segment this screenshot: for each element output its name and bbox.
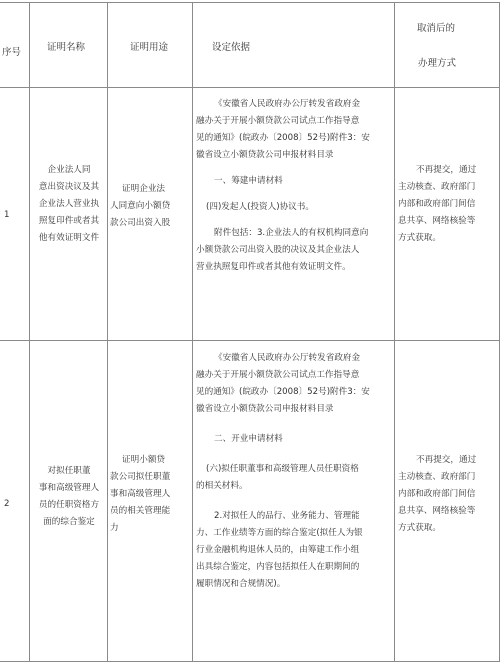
header-name: 证明名称 xyxy=(47,42,86,53)
row1-no: 1 xyxy=(4,210,10,220)
row2-after-line: 不再提交，通过 xyxy=(416,455,477,465)
row1-name-line: 他有效证明文件 xyxy=(38,233,100,243)
row2-use-line: 证明小额贷 xyxy=(122,455,166,465)
row1-use-line: 人同意向小额贷 xyxy=(110,201,171,211)
row2-basis-line: 出具综合鉴定，内容包括拟任人在职期间的 xyxy=(196,562,360,572)
row1-use-line: 款公司出资入股 xyxy=(110,218,171,228)
row1-basis-line: 见的通知》(皖政办〔2008〕52号)附件3：安 xyxy=(196,133,370,143)
row2-basis xyxy=(196,350,394,593)
row1-basis-line: 附件包括：3.企业法人的有权机构同意向 xyxy=(214,228,369,238)
row1-basis-line: 徽省设立小额贷款公司申报材料目录 xyxy=(196,150,334,160)
row2-no: 2 xyxy=(4,499,10,509)
row1-after-line: 方式获取。 xyxy=(398,233,441,243)
row1-after-line: 息共享、网络核验等 xyxy=(398,216,476,226)
row2-basis-line: 见的通知》(皖政办〔2008〕52号)附件3：安 xyxy=(196,387,370,397)
row1-use-line: 证明企业法 xyxy=(122,184,166,194)
row2-basis-line: 2.对拟任人的品行、业务能力、管理能 xyxy=(214,511,360,521)
row2-after-line: 息共享、网络核验等 xyxy=(398,506,476,516)
row1-after-line: 内部和政府部门间信 xyxy=(398,199,476,209)
row2-after-line: 内部和政府部门间信 xyxy=(398,489,476,499)
row2-name-line: 对拟任职董 xyxy=(47,466,91,476)
row2-basis-line xyxy=(196,448,394,461)
row2-name-line: 事和高级管理人 xyxy=(38,483,100,493)
row2-basis-line: 的相关材料。 xyxy=(196,481,248,491)
row1-basis-line: 营业执照复印件或者其他有效证明文件。 xyxy=(196,262,351,272)
header-bottom-line xyxy=(0,87,500,88)
row1-name-line: 企业法人营业执 xyxy=(38,199,100,209)
row1-basis-line: (四)发起人(投资人)协议书。 xyxy=(206,202,314,212)
row2-name-line: 面的综合鉴定 xyxy=(43,517,95,527)
row1-basis-line xyxy=(196,164,394,173)
col-divider-2 xyxy=(107,2,108,662)
header-use: 证明用途 xyxy=(130,42,169,53)
header-basis: 设定依据 xyxy=(212,42,251,53)
header-after-line1: 取消后的 xyxy=(417,23,456,34)
row1-name-line: 企业法人同 xyxy=(47,165,91,175)
row2-basis-line: 二、开业申请材料 xyxy=(214,434,283,444)
row1-after-line: 不再提交，通过 xyxy=(416,165,477,175)
col-divider-3 xyxy=(192,2,193,662)
row1-basis-line: 小额贷款公司出资入股的决议及其企业法人 xyxy=(196,245,360,255)
row2-basis-line: 徽省设立小额贷款公司申报材料目录 xyxy=(196,404,334,414)
row1-use xyxy=(110,181,192,232)
row2-use-line: 力 xyxy=(110,523,119,533)
row2-basis-line xyxy=(196,495,394,508)
row1-name xyxy=(31,162,107,247)
row2-name-line: 员的任职资格方 xyxy=(38,500,100,510)
border-top xyxy=(0,2,500,3)
header-after-line2: 办理方式 xyxy=(418,58,457,69)
row1-basis-line: 一、筹建申请材料 xyxy=(214,176,283,186)
row1-basis-line: 《安徽省人民政府办公厅转发省政府金 xyxy=(214,99,361,109)
header-no: 序号 xyxy=(2,47,22,58)
row2-basis-line: 《安徽省人民政府办公厅转发省政府金 xyxy=(214,353,361,363)
row1-basis-line xyxy=(196,216,394,225)
row1-after xyxy=(398,162,499,247)
row1-basis xyxy=(196,96,394,276)
row2-after-line: 方式获取。 xyxy=(398,523,441,533)
col-divider-1 xyxy=(29,2,30,662)
row2-basis-line: 行业金融机构退休人员的，由筹建工作小组 xyxy=(196,545,360,555)
row1-basis-line xyxy=(196,190,394,199)
row2-after-line: 主动核查、政府部门 xyxy=(398,472,476,482)
row1-name-line: 照复印件或者其 xyxy=(38,216,100,226)
row2-basis-line: (六)拟任职董事和高级管理人员任职资格 xyxy=(206,464,359,474)
row1-name-line: 意出资决议及其 xyxy=(38,182,100,192)
row2-basis-line: 履职情况和合规情况)。 xyxy=(196,579,286,589)
row2-name xyxy=(31,463,107,531)
row2-use-line: 款公司拟任职董 xyxy=(110,472,171,482)
row2-basis-line: 融办关于开展小额贷款公司试点工作指导意 xyxy=(196,370,360,380)
row2-basis-line: 力、工作业绩等方面的综合鉴定(拟任人为银 xyxy=(196,528,363,538)
row2-after xyxy=(398,452,499,537)
row2-use-line: 事和高级管理人 xyxy=(110,489,171,499)
row2-basis-line xyxy=(196,418,394,431)
col-divider-4 xyxy=(394,2,395,662)
row1-after-line: 主动核查、政府部门 xyxy=(398,182,476,192)
row2-use-line: 员的相关管理能 xyxy=(110,506,171,516)
row-divider xyxy=(0,340,500,341)
row1-basis-line: 融办关于开展小额贷款公司试点工作指导意 xyxy=(196,116,360,126)
border-bottom xyxy=(0,661,500,662)
row2-use xyxy=(110,452,192,537)
